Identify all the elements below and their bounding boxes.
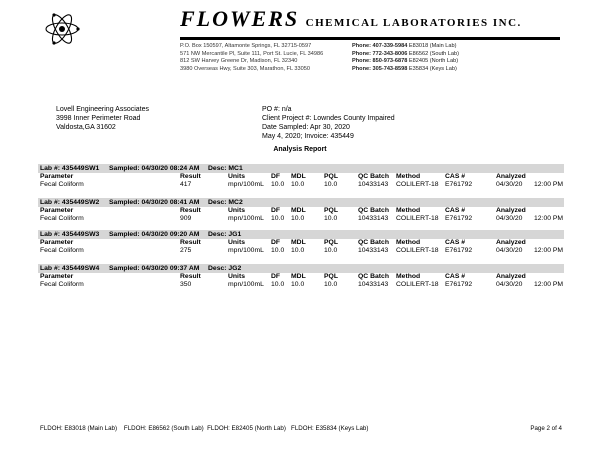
company-name: FLOWERS CHEMICAL LABORATORIES INC. [180,6,522,31]
client-project: Client Project #: Lowndes County Impaired [262,115,395,122]
sample-block [38,230,564,255]
footer-licenses: FLDOH: E83018 (Main Lab) FLDOH: E86562 (South Lab) FLDOH: E82405 (North Lab) FLDOH: E35834 (Keys Lab) [40,425,369,432]
table-row: Fecal Coliform 275 mpn/100mL 10.0 10.0 10.0 10433143 COLILERT-18 E761792 04/30/20 12:00 PM [40,247,564,254]
sample-block [38,198,564,223]
sample-block [38,164,564,189]
sample-header: Lab #: 435449SW2 Sampled: 04/30/20 08:41 AM Desc: MC2 [38,198,564,207]
column-header-row: Parameter Result Units DF MDL PQL QC Batch Method CAS # Analyzed [40,239,526,246]
table-row: Fecal Coliform 417 mpn/100mL 10.0 10.0 10.0 10433143 COLILERT-18 E761792 04/30/20 12:00 PM [40,181,564,188]
sample-block [38,264,564,289]
table-row: Fecal Coliform 909 mpn/100mL 10.0 10.0 10.0 10433143 COLILERT-18 E761792 04/30/20 12:00 PM [40,215,564,222]
invoice: May 4, 2020; Invoice: 435449 [262,133,354,140]
page-number: Page 2 of 4 [530,425,562,432]
sample-header: Lab #: 435449SW1 Sampled: 04/30/20 08:24 AM Desc: MC1 [38,164,564,173]
table-row: Fecal Coliform 350 mpn/100mL 10.0 10.0 10.0 10433143 COLILERT-18 E761792 04/30/20 12:00 PM [40,281,564,288]
lab-addresses: P.O. Box 150597, Altamonte Springs, FL 32715-0597 571 NW Mercantile Pl, Suite 111, Port St. Lucie, FL 34986 812 SW Harvey Greene Dr, Madison, FL 32340 3980 Overseas Hwy, Suite 303, Marathon, FL 33050 [180,43,324,72]
client-name: Lovell Engineering Associates [56,106,150,113]
client-city: Valdosta,GA 31602 [56,124,116,131]
date-sampled: Date Sampled: Apr 30, 2020 [262,124,350,131]
sample-header: Lab #: 435449SW3 Sampled: 04/30/20 09:20 AM Desc: JG1 [38,230,564,239]
header-rule [180,37,560,40]
po-number: PO #: n/a [262,106,292,113]
lab-phones: Phone: 407-339-5984 E83018 (Main Lab) Phone: 772-343-8006 E86562 (South Lab) Phone: 850-973-6878 E82405 (North Lab) Phone: 305-743-8598 E35834 (Keys Lab) [352,43,459,72]
flowers-logo [40,2,188,57]
column-header-row: Parameter Result Units DF MDL PQL QC Batch Method CAS # Analyzed [40,173,526,180]
project-info [262,105,395,141]
sample-header: Lab #: 435449SW4 Sampled: 04/30/20 09:37 AM Desc: JG2 [38,264,564,273]
report-title: Analysis Report [273,146,327,153]
column-header-row: Parameter Result Units DF MDL PQL QC Batch Method CAS # Analyzed [40,207,526,214]
client-street: 3998 Inner Perimeter Road [56,115,141,122]
column-header-row: Parameter Result Units DF MDL PQL QC Batch Method CAS # Analyzed [40,273,526,280]
client-address [56,105,149,132]
